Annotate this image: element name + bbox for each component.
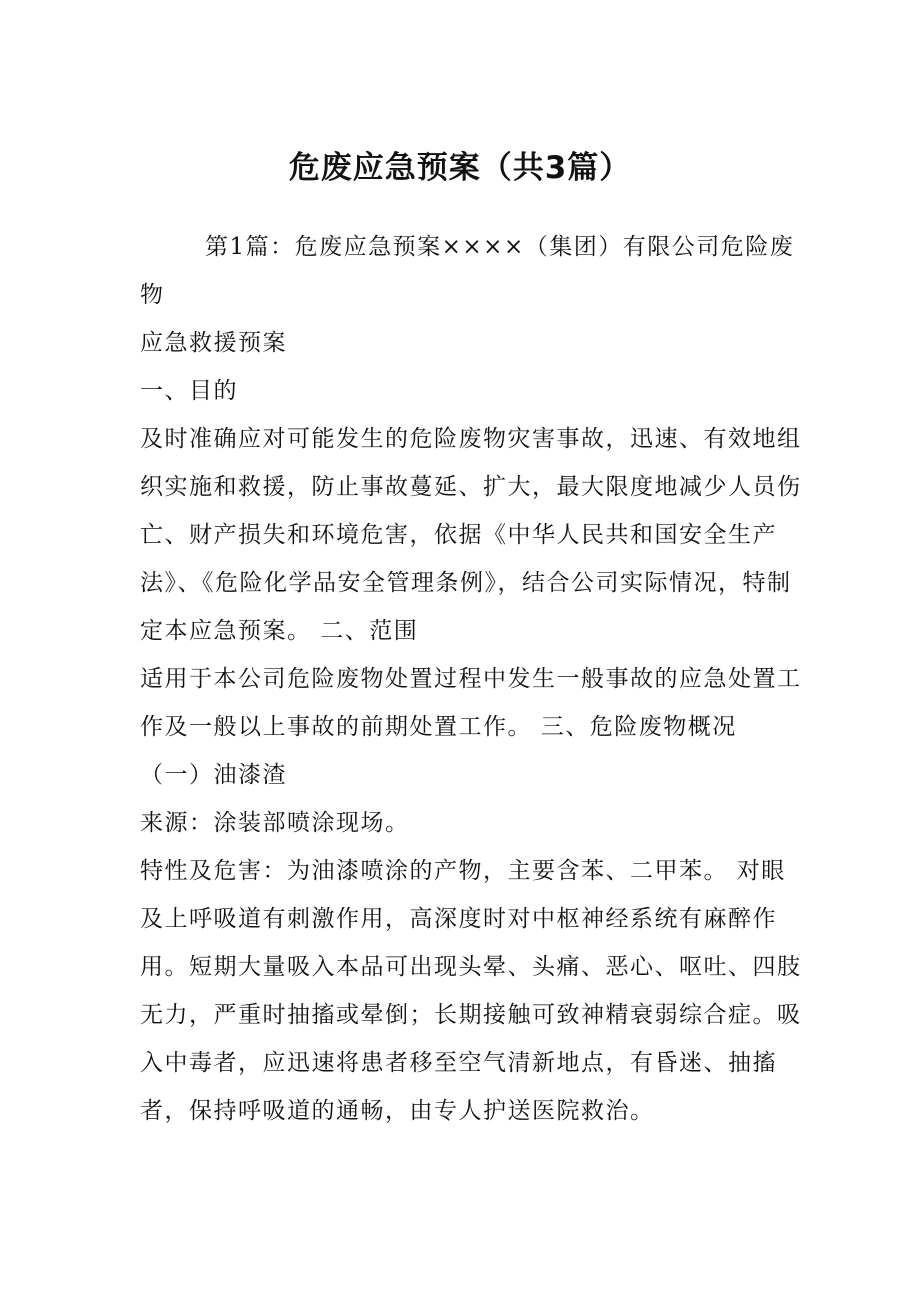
paragraph-source: 来源：涂装部喷涂现场。	[140, 810, 410, 836]
document-title: 危废应急预案（共3篇）	[288, 150, 632, 186]
paragraph-hazards: 特性及危害：为油漆喷涂的产物，主要含苯、二甲苯。 对眼及上呼吸道有刺激作用，高深度时对中枢神经系统有麻醉作用。短期大量吸入本品可出现头晕、头痛、恶心、呕吐、四肢无力，严重时抽搐或晕倒；长期接触可致神精衰弱综合症。吸入中毒者，应迅速将患者移至空气清新地点，有昏迷、抽搐者，保持呼吸道的通畅，由专人护送医院救治。	[140, 858, 802, 1124]
subsection-heading-paint-residue: （一）油漆渣	[140, 762, 287, 788]
paragraph-scope: 适用于本公司危险废物处置过程中发生一般事故的应急处置工作及一般以上事故的前期处置工作。 三、危险废物概况	[140, 666, 802, 740]
document-body	[140, 223, 810, 1135]
section-heading-purpose: 一、目的	[140, 378, 238, 404]
paragraph-chapter-heading: 第1篇：危废应急预案××××（集团）有限公司危险废物	[140, 234, 795, 308]
paragraph-purpose: 及时准确应对可能发生的危险废物灾害事故，迅速、有效地组织实施和救援，防止事故蔓延、扩大，最大限度地减少人员伤亡、财产损失和环境危害，依据《中华人民共和国安全生产法》、《危险化学品安全管理条例》，结合公司实际情况，特制定本应急预案。 二、范围	[140, 426, 802, 644]
paragraph-plan-name: 应急救援预案	[140, 330, 287, 356]
